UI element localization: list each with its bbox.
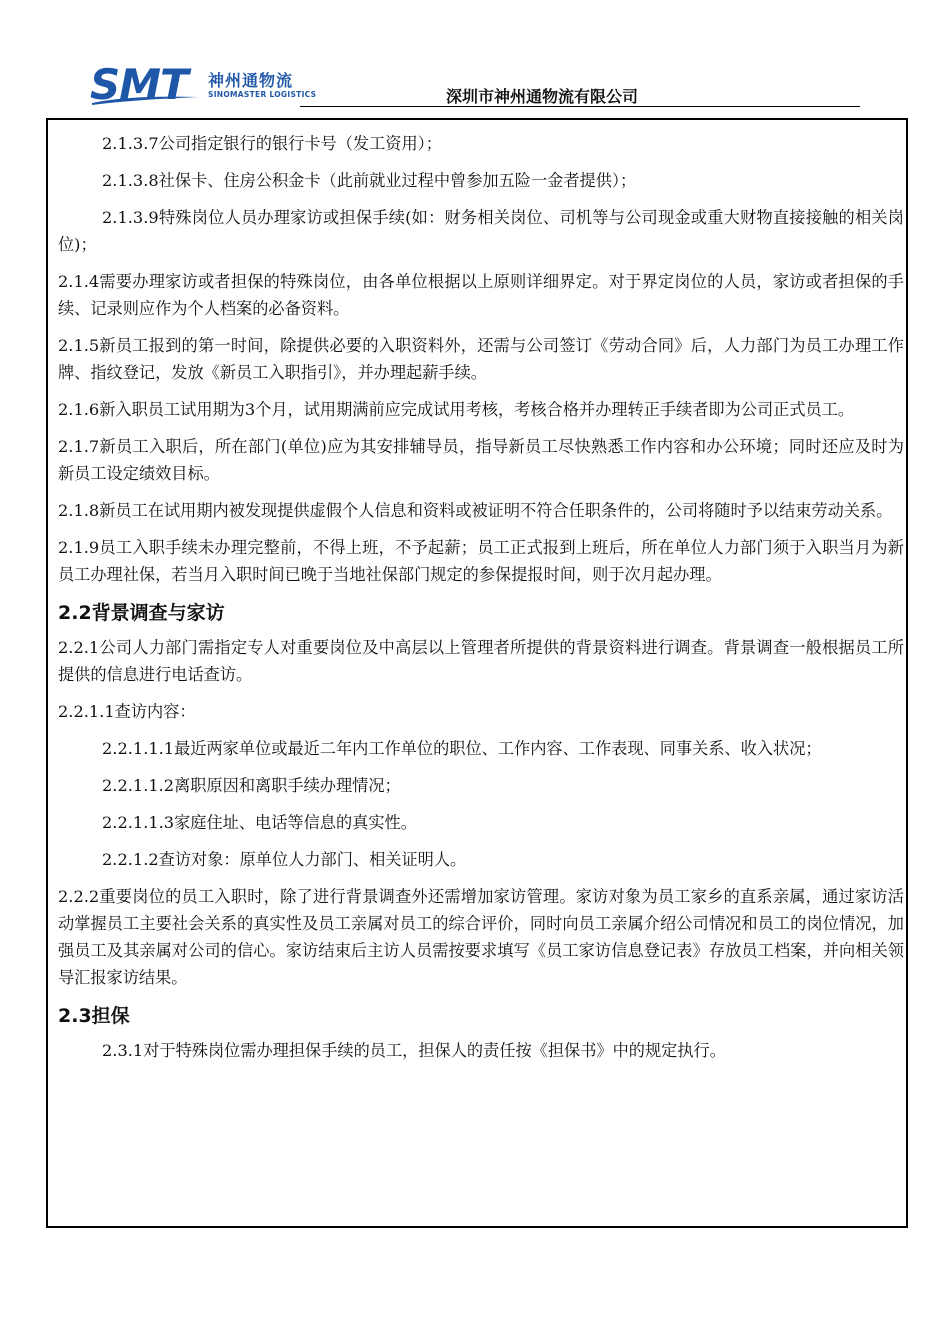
paragraph-2-1-3-9: 2.1.3.9特殊岗位人员办理家访或担保手续(如：财务相关岗位、司机等与公司现金或重大财物直接接触的相关岗位)； [58,208,904,254]
paragraph-2-1-3-7: 2.1.3.7公司指定银行的银行卡号（发工资用）； [102,134,442,153]
logo-wordmark: SMT [90,60,188,109]
paragraph-2-2-1-1-1: 2.2.1.1.1最近两家单位或最近二年内工作单位的职位、工作内容、工作表现、同事关系、收入状况； [102,739,822,758]
logo-swoosh-icon [90,92,200,106]
header-divider [300,106,860,107]
page-header [0,0,950,110]
paragraph-2-1-7: 2.1.7新员工入职后，所在部门(单位)应为其安排辅导员，指导新员工尽快熟悉工作内容和办公环境；同时还应及时为新员工设定绩效目标。 [58,437,904,483]
section-heading-2-2: 2.2背景调查与家访 [58,602,225,624]
paragraph-2-2-1-1-3: 2.2.1.1.3家庭住址、电话等信息的真实性。 [102,813,417,832]
logo-english-name: SINOMASTER LOGISTICS [208,90,317,99]
company-logo [90,60,317,109]
paragraph-2-1-4: 2.1.4需要办理家访或者担保的特殊岗位，由各单位根据以上原则详细界定。对于界定岗位的人员，家访或者担保的手续、记录则应作为个人档案的必备资料。 [58,272,904,318]
paragraph-2-2-1-1-2: 2.2.1.1.2离职原因和离职手续办理情况； [102,776,401,795]
section-heading-2-3: 2.3担保 [58,1005,130,1027]
company-name: 深圳市神州通物流有限公司 [446,87,639,106]
paragraph-2-1-9: 2.1.9员工入职手续未办理完整前，不得上班，不予起薪；员工正式报到上班后，所在单位人力部门须于入职当月为新员工办理社保，若当月入职时间已晚于当地社保部门规定的参保提报时间，则于次月起办理。 [58,538,904,584]
document-body [58,130,904,1074]
paragraph-2-2-2: 2.2.2重要岗位的员工入职时，除了进行背景调查外还需增加家访管理。家访对象为员工家乡的直系亲属，通过家访活动掌握员工主要社会关系的真实性及员工亲属对员工的综合评价，同时向员工亲属介绍公司情况和员工的岗位情况，加强员工及其亲属对公司的信心。家访结束后主访人员需按要求填写《员工家访信息登记表》存放员工档案，并向相关领导汇报家访结果。 [58,887,904,987]
paragraph-2-1-5: 2.1.5新员工报到的第一时间，除提供必要的入职资料外，还需与公司签订《劳动合同》后，人力部门为员工办理工作牌、指纹登记，发放《新员工入职指引》，并办理起薪手续。 [58,336,904,382]
paragraph-2-3-1: 2.3.1对于特殊岗位需办理担保手续的员工，担保人的责任按《担保书》中的规定执行。 [102,1041,726,1060]
paragraph-2-1-6: 2.1.6新入职员工试用期为3个月，试用期满前应完成试用考核，考核合格并办理转正手续者即为公司正式员工。 [58,400,855,419]
logo-chinese-name: 神州通物流 [208,71,294,90]
paragraph-2-2-1-2: 2.2.1.2查访对象：原单位人力部门、相关证明人。 [102,850,467,869]
paragraph-2-2-1-1: 2.2.1.1查访内容： [58,702,196,721]
paragraph-2-1-3-8: 2.1.3.8社保卡、住房公积金卡（此前就业过程中曾参加五险一金者提供）； [102,171,637,190]
paragraph-2-2-1: 2.2.1公司人力部门需指定专人对重要岗位及中高层以上管理者所提供的背景资料进行调查。背景调查一般根据员工所提供的信息进行电话查访。 [58,638,904,684]
paragraph-2-1-8: 2.1.8新员工在试用期内被发现提供虚假个人信息和资料或被证明不符合任职条件的，公司将随时予以结束劳动关系。 [58,501,893,520]
